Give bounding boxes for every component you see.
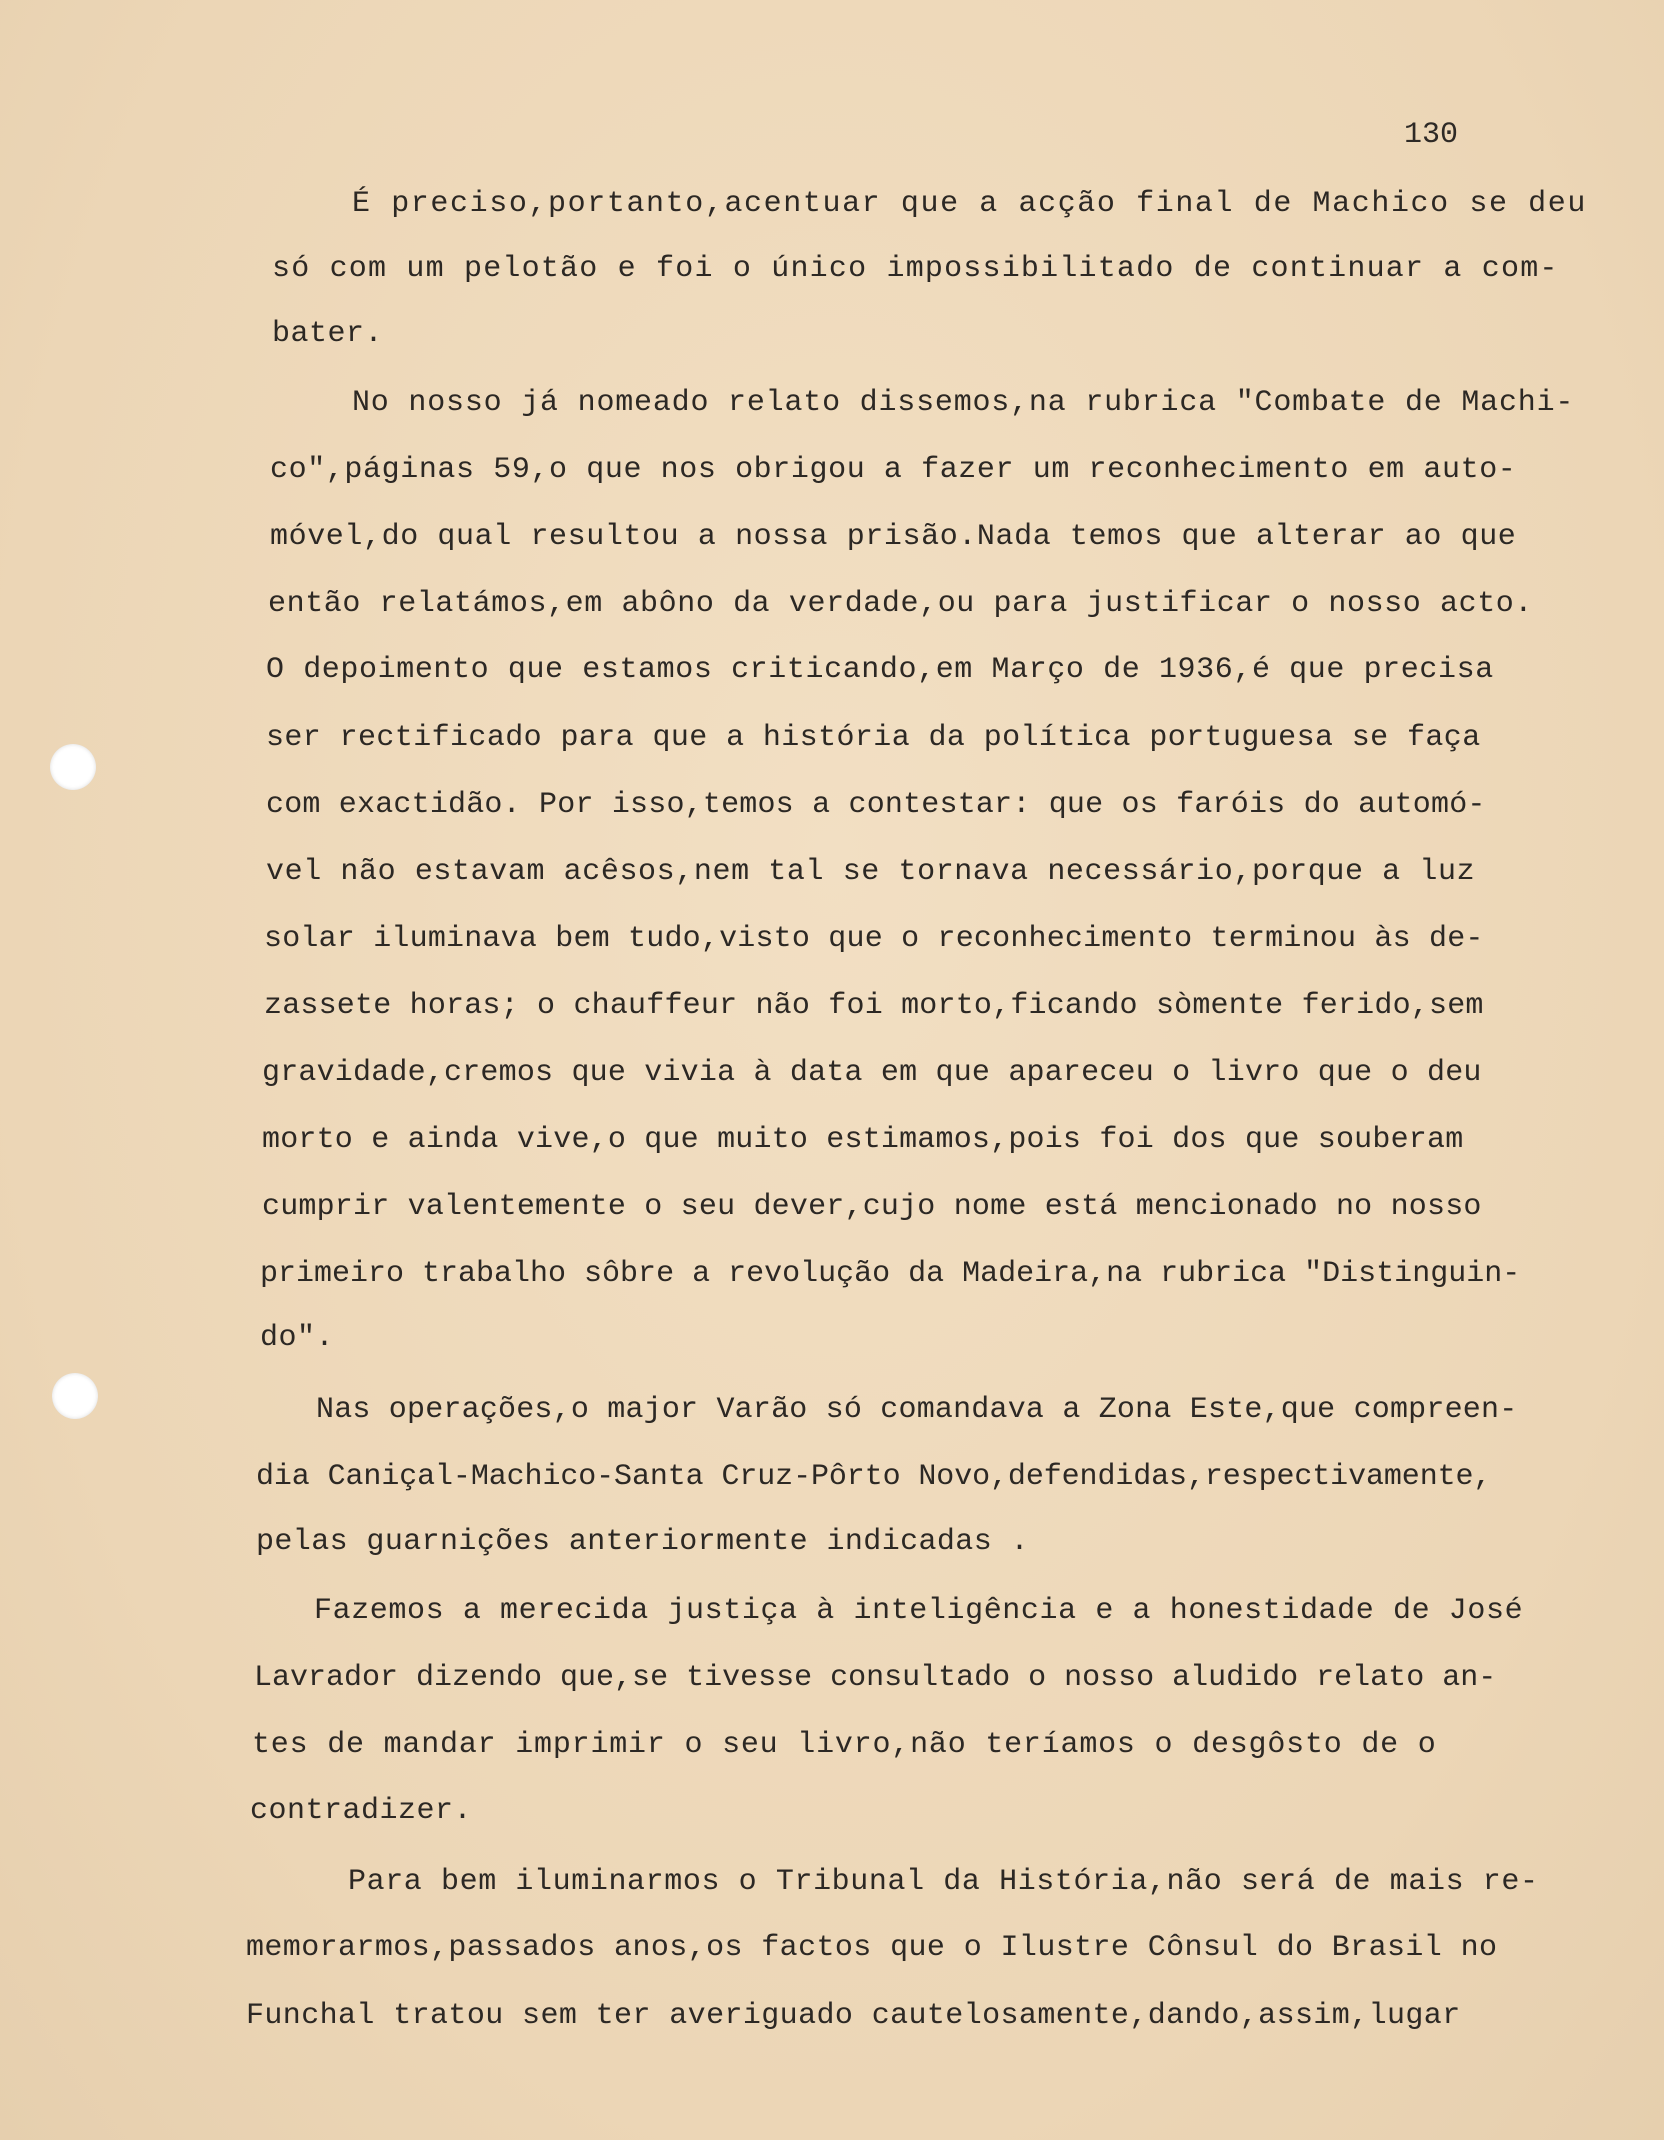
text-line: zassete horas; o chauffeur não foi morto,ficando sòmente ferido,sem <box>264 989 1484 1023</box>
text-line: então relatámos,em abôno da verdade,ou para justificar o nosso acto. <box>268 587 1533 621</box>
text-line: É preciso,portanto,acentuar que a acção final de Machico se deu <box>352 187 1587 221</box>
text-line: cumprir valentemente o seu dever,cujo nome está mencionado no nosso <box>262 1190 1482 1224</box>
text-line: Lavrador dizendo que,se tivesse consultado o nosso aludido relato an- <box>254 1661 1497 1695</box>
text-line: gravidade,cremos que vivia à data em que apareceu o livro que o deu <box>262 1056 1482 1090</box>
punch-hole <box>52 1373 98 1419</box>
text-line: do". <box>260 1321 335 1355</box>
text-line: vel não estavam acêsos,nem tal se tornava necessário,porque a luz <box>266 855 1476 889</box>
text-line: solar iluminava bem tudo,visto que o reconhecimento terminou às de- <box>264 922 1484 956</box>
text-line: com exactidão. Por isso,temos a contestar: que os faróis do automó- <box>266 788 1486 822</box>
text-line: primeiro trabalho sôbre a revolução da Madeira,na rubrica "Distinguin- <box>260 1257 1521 1291</box>
text-line: Funchal tratou sem ter averiguado cautelosamente,dando,assim,lugar <box>246 1999 1461 2033</box>
text-line: só com um pelotão e foi o único impossibilitado de continuar a com- <box>272 252 1559 286</box>
text-line: Nas operações,o major Varão só comandava a Zona Este,que compreen- <box>316 1393 1518 1427</box>
text-line: Fazemos a merecida justiça à inteligência e a honestidade de José <box>314 1594 1524 1628</box>
text-line: Para bem iluminarmos o Tribunal da História,não será de mais re- <box>348 1865 1539 1899</box>
punch-hole <box>50 744 96 790</box>
text-line: morto e ainda vive,o que muito estimamos,pois foi dos que souberam <box>262 1123 1464 1157</box>
text-line: ser rectificado para que a história da política portuguesa se faça <box>266 721 1481 755</box>
text-line: pelas guarnições anteriormente indicadas . <box>256 1525 1029 1559</box>
text-line: móvel,do qual resultou a nossa prisão.Nada temos que alterar ao que <box>270 520 1517 554</box>
text-line: No nosso já nomeado relato dissemos,na rubrica "Combate de Machi- <box>352 386 1575 420</box>
text-line: contradizer. <box>250 1794 473 1828</box>
page-number: 130 <box>1404 118 1459 152</box>
text-line: tes de mandar imprimir o seu livro,não teríamos o desgôsto de o <box>252 1728 1437 1762</box>
text-line: co",páginas 59,o que nos obrigou a fazer um reconhecimento em auto- <box>270 453 1517 487</box>
text-line: bater. <box>272 317 384 351</box>
text-line: O depoimento que estamos criticando,em Março de 1936,é que precisa <box>266 653 1494 687</box>
text-line: dia Caniçal-Machico-Santa Cruz-Pôrto Novo,defendidas,respectivamente, <box>256 1460 1492 1494</box>
text-line: memorarmos,passados anos,os factos que o Ilustre Cônsul do Brasil no <box>246 1931 1498 1965</box>
